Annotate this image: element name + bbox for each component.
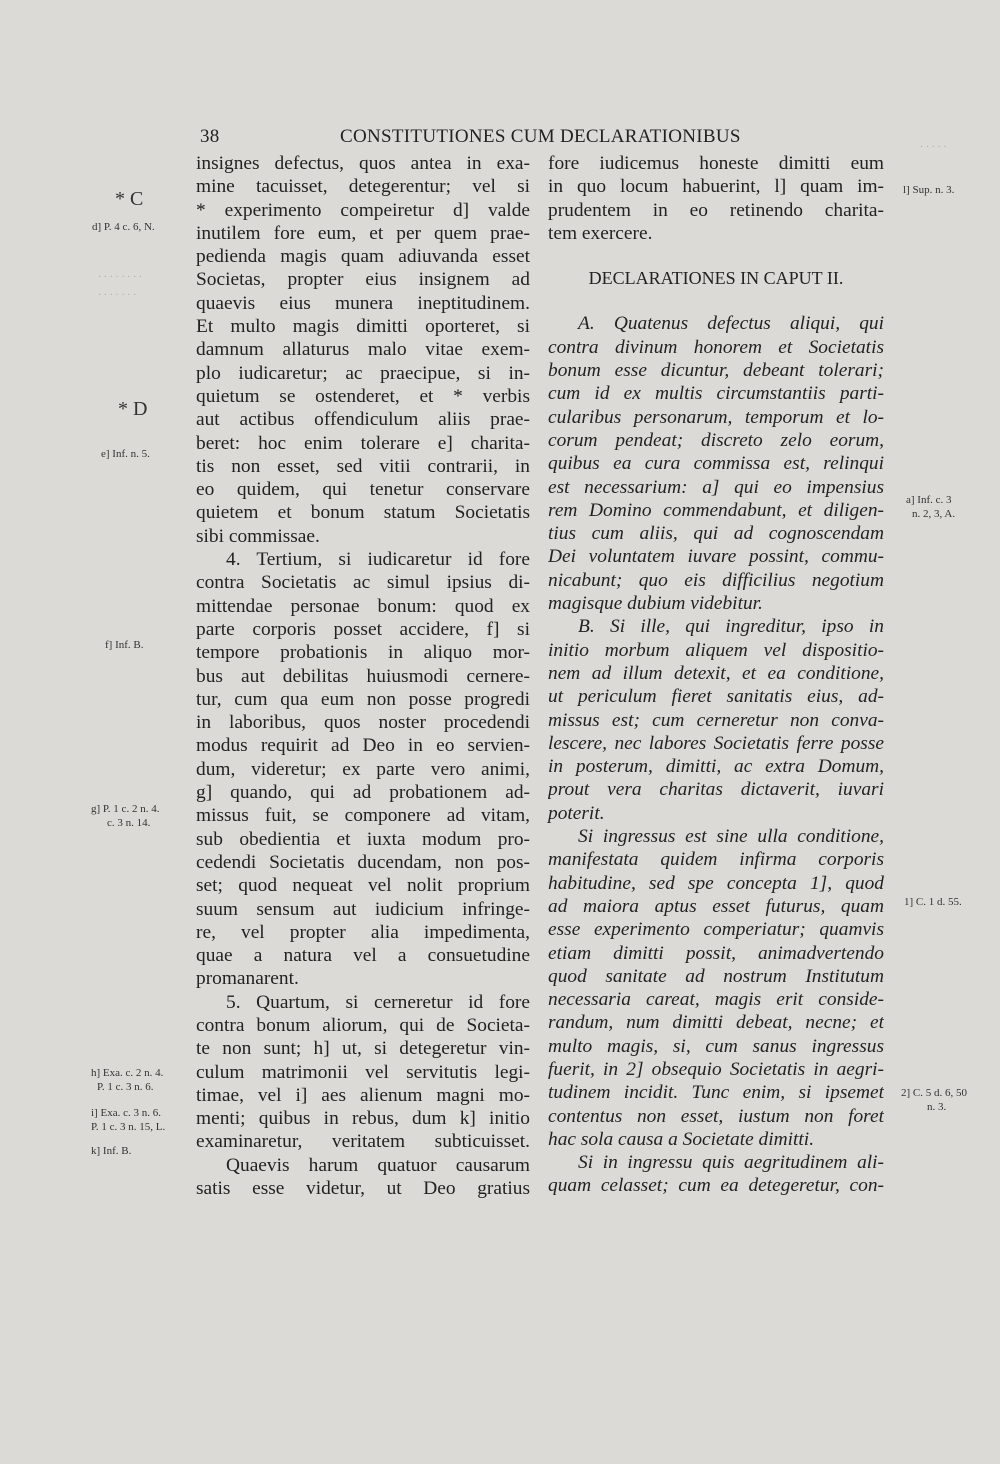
text-line: ut periculum fieret sanitatis eius, ad- (548, 686, 884, 708)
text-line: promanarent. (196, 968, 299, 990)
text-line: habitudine, sed spe concepta 1], quod (548, 872, 884, 894)
text-line: quae a natura vel a consuetudine (196, 945, 530, 967)
margin-note: a] Inf. c. 3 (906, 494, 952, 506)
text-line: sibi commissae. (196, 525, 320, 547)
margin-note: P. 1 c. 3 n. 6. (97, 1081, 154, 1093)
text-line: magisque dubium videbitur. (548, 593, 763, 615)
text-line: cularibus personarum, temporum et lo- (548, 406, 884, 428)
show-through-text: · · · · · (920, 142, 947, 153)
text-line: culum matrimonii vel servitutis legi- (196, 1061, 530, 1083)
text-line: Et multo magis dimitti oporteret, si (196, 316, 530, 338)
text-line: Dei voluntatem iuvare possint, commu- (548, 546, 884, 568)
text-line: rem Domino commendabunt, et diligen- (548, 499, 884, 521)
text-line: re, vel propter alia impedimenta, (196, 921, 530, 943)
text-line: pedienda magis quam adiuvanda esset (196, 246, 530, 268)
text-line: lescere, nec labores Societatis ferre posse (548, 732, 884, 754)
running-title: CONSTITUTIONES CUM DECLARATIONIBUS (340, 126, 741, 147)
text-line: fore iudicemus honeste dimitti eum (548, 153, 884, 174)
text-line: A. Quatenus defectus aliqui, qui (578, 313, 884, 335)
text-line: contra divinum honorem et Societatis (548, 336, 884, 358)
page-number: 38 (200, 126, 220, 147)
text-line: tem exercere. (548, 222, 653, 244)
text-line: multo magis, si, cum sanus ingressus (548, 1035, 884, 1057)
text-line: prudentem in eo retinendo charita- (548, 199, 884, 221)
margin-note: k] Inf. B. (91, 1145, 132, 1157)
show-through-text: · · · · · · · (98, 290, 137, 301)
text-line: mittendae personae bonum: quod ex (196, 595, 530, 617)
text-line: parte corporis posset accidere, f] si (196, 618, 530, 640)
text-line: g] quando, qui ad probationem ad- (196, 782, 530, 804)
show-through-text: · · · · · · · · (98, 272, 143, 283)
text-line: tis non esset, sed vitii contrarii, in (196, 455, 530, 477)
margin-note: f] Inf. B. (105, 639, 144, 651)
text-line: suum sensum aut iudicium infringe- (196, 898, 530, 920)
text-line: plo iudicaretur; ac praecipue, si in- (196, 362, 530, 384)
text-line: modus requirit ad Deo in eo servien- (196, 735, 530, 757)
text-line: in quo locum habuerint, l] quam im- (548, 176, 884, 198)
text-line: cum id ex multis circumstantiis parti- (548, 383, 884, 405)
margin-note: P. 1 c. 3 n. 15, L. (91, 1121, 166, 1133)
text-line: missus fuit, se componere ad vitam, (196, 805, 530, 827)
text-line: sub obedientia et iuxta modum pro- (196, 828, 530, 850)
text-line: 4. Tertium, si iudicaretur id fore (226, 549, 530, 571)
left-text-column (196, 152, 530, 1200)
text-line: tudinem incidit. Tunc enim, si ipsemet (548, 1082, 884, 1104)
text-line: contra Societatis ac simul ipsius di- (196, 572, 530, 594)
text-line: quam celasset; cum ea detegeretur, con- (548, 1175, 884, 1197)
text-line: est necessarium: a] qui eo impensius (548, 476, 884, 498)
text-line: te non sunt; h] ut, si detegeretur vin- (196, 1038, 530, 1060)
text-line: tur, cum qua eum non posse progredi (196, 688, 530, 710)
margin-note: e] Inf. n. 5. (101, 448, 150, 460)
text-line: bus aut debilitas huiusmodi cernere- (196, 665, 530, 687)
text-line: missus est; cum cerneretur non conva- (548, 709, 884, 731)
margin-note: n. 3. (927, 1101, 947, 1113)
margin-note: g] P. 1 c. 2 n. 4. (91, 803, 160, 815)
margin-note: 2] C. 5 d. 6, 50 (901, 1087, 967, 1099)
text-line: initio morbum aliquem vel dispositio- (548, 639, 884, 661)
text-line: eo quidem, qui tenetur conservare (196, 479, 530, 501)
text-line: in laboribus, quos noster procedendi (196, 712, 530, 734)
text-line: * experimento compeiretur d] valde (196, 199, 530, 221)
text-line: hac sola causa a Societate dimitti. (548, 1128, 815, 1150)
text-line: contra bonum aliorum, qui de Societa- (196, 1014, 530, 1036)
right-text-column (548, 152, 884, 1198)
text-line: manifestata quidem infirma corporis (548, 849, 884, 871)
text-line: fuerit, in 2] obsequio Societatis in aegri- (548, 1058, 884, 1080)
text-line: damnum allaturus malo vitae exem- (196, 339, 530, 361)
text-line: inutilem fore eum, et per quem prae- (196, 222, 530, 244)
text-line: set; quod nequeat vel nolit proprium (196, 875, 530, 897)
text-line: quod sanitate ad nostrum Institutum (548, 965, 884, 987)
text-line: nem ad illum detexit, et ea conditione, (548, 662, 884, 684)
margin-note: h] Exa. c. 2 n. 4. (91, 1067, 164, 1079)
text-line: quietum se ostenderet, et * verbis (196, 385, 530, 407)
text-line: in posterum, dimitti, ac extra Domum, (548, 756, 884, 778)
text-line: menti; quibus in rebus, dum k] initio (196, 1108, 530, 1130)
margin-note: 1] C. 1 d. 55. (904, 896, 962, 908)
margin-note: i] Exa. c. 3 n. 6. (91, 1107, 161, 1119)
text-line: beret: hoc enim tolerare e] charita- (196, 432, 530, 454)
text-line: quibus ea cura commissa est, relinqui (548, 453, 884, 475)
text-line: randum, num dimitti debeat, necne; et (548, 1012, 884, 1034)
text-line: quaevis eius munera ineptitudinem. (196, 292, 530, 314)
text-line: Quaevis harum quatuor causarum (226, 1154, 530, 1176)
margin-note: n. 2, 3, A. (912, 508, 956, 520)
text-line: aut actibus offendiculum aliis prae- (196, 409, 530, 431)
margin-note: c. 3 n. 14. (107, 817, 151, 829)
margin-note: d] P. 4 c. 6, N. (92, 221, 155, 233)
text-line: Si in ingressu quis aegritudinem ali- (578, 1152, 884, 1174)
text-line: poterit. (548, 802, 605, 824)
text-line: tempore probationis in aliquo mor- (196, 642, 530, 664)
margin-mark-c: * C (115, 188, 144, 210)
text-line: prout vera charitas dictaverit, iuvari (548, 779, 884, 801)
running-head (200, 126, 800, 152)
text-line: contentus non esset, iustum non foret (548, 1105, 884, 1127)
text-line: bonum esse dicuntur, debeant tolerari; (548, 360, 884, 382)
margin-note: l] Sup. n. 3. (903, 184, 955, 196)
text-line: satis esse videtur, ut Deo gratius (196, 1178, 530, 1200)
text-line: etiam dimitti possit, animadvertendo (548, 942, 884, 964)
text-line: Si ingressus est sine ulla conditione, (578, 826, 884, 848)
text-line: nicabunt; quo eis difficilius negotium (548, 569, 884, 591)
text-line: mine tacuisset, detegerentur; vel si (196, 176, 530, 198)
text-line: B. Si ille, qui ingreditur, ipso in (578, 616, 884, 638)
text-line: Societas, propter eius insignem ad (196, 269, 530, 291)
text-line: examinaretur, veritatem subticuisset. (196, 1131, 530, 1153)
text-line: 5. Quartum, si cerneretur id fore (226, 991, 530, 1013)
text-line: tius cum aliis, qui ad cognoscendam (548, 523, 884, 545)
text-line: insignes defectus, quos antea in exa- (196, 153, 530, 174)
margin-mark-d: * D (118, 398, 148, 420)
section-heading: DECLARATIONES IN CAPUT II. (588, 268, 844, 289)
text-line: quietem et bonum statum Societatis (196, 502, 530, 524)
text-line: cedendi Societatis ducendam, non pos- (196, 851, 530, 873)
text-line: corum pendeat; discreto zelo eorum, (548, 429, 884, 451)
text-line: necessaria careat, magis erit conside- (548, 989, 884, 1011)
text-line: timae, vel i] aes alienum magni mo- (196, 1084, 530, 1106)
text-line: dum, videretur; ex parte vero animi, (196, 758, 530, 780)
text-line: esse experimento comperiatur; quamvis (548, 919, 884, 941)
text-line: ad maiora aptus esset futurus, quam (548, 895, 884, 917)
